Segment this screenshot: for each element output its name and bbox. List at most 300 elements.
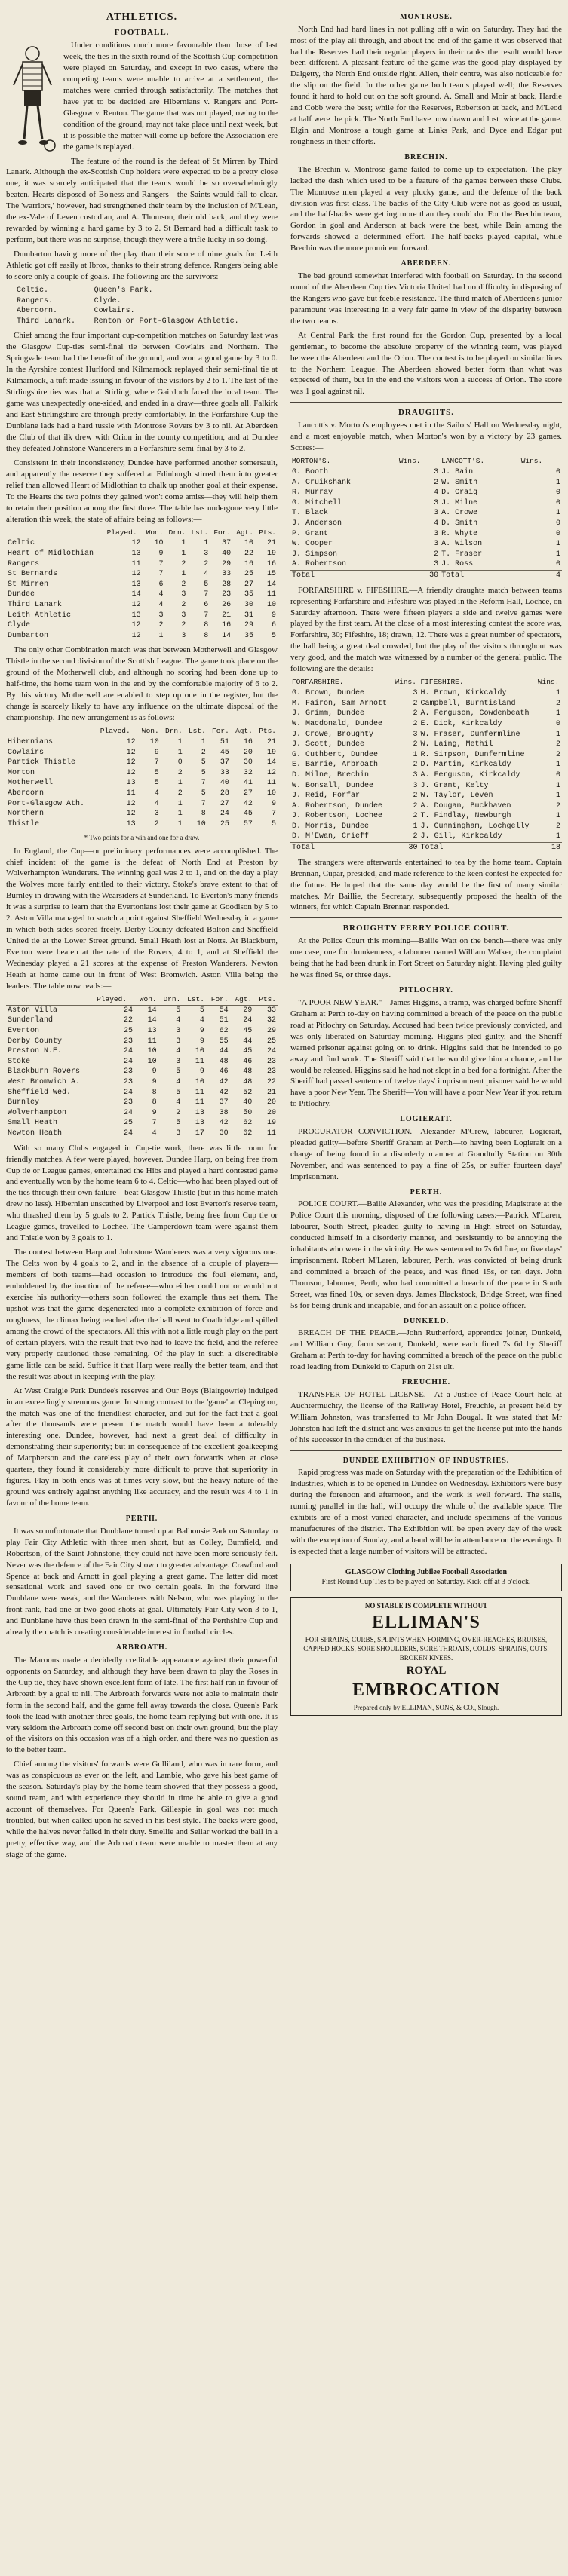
table-cell: G. Brown, Dundee [291,689,364,698]
table-cell: Total [290,571,398,581]
table-cell: 31 [244,611,254,620]
table-cell: 3 [154,810,159,819]
column-header: Played. [106,528,143,538]
table-cell: 11 [195,1057,204,1066]
table-cell: J. Grant, Kelty [420,781,489,790]
table-cell: 2 [201,748,206,757]
table-cell: 17 [195,1129,204,1138]
table-cell: Sunderland [8,1016,54,1025]
table-cell: 29 [266,1027,276,1036]
article-paragraph: PROCURATOR CONVICTION.—Alexander M'Crew, labourer, Logierait, pleaded guilty—before Sheriff Graham at Perth—to having been Logierait on a charge of being found in a disorderly manner at Grandtully Station on 30th November, and was sentenced to pay a fine of 25s, or suffer fourteen days' imprisonment. [290,1126,562,1181]
table-cell: 33 [220,768,229,777]
table-row [6,1015,278,1026]
column-header: For. [207,727,231,737]
table-cell: D. M'Ewan, Crieff [291,832,370,841]
footballer-illustration [6,41,59,155]
table-cell: 48 [243,1067,253,1077]
table-cell: T. Findlay, Newburgh [420,812,511,821]
table-cell: 3 [434,468,439,477]
table-row [6,819,278,830]
table-cell: 2 [555,699,560,708]
table-row [290,559,562,570]
table-cell: H. Brown, Kirkcaldy [420,689,507,698]
table-cell: 20 [266,1098,276,1107]
table-row [6,799,278,810]
aberdeen-heading: ABERDEEN. [401,259,452,268]
scottish-league-table [6,528,278,642]
table-cell: P. Grant [291,529,328,538]
advert-royal: ROYAL [406,1664,447,1677]
column-header: Lst. [184,727,207,737]
table-cell: 55 [219,1037,229,1046]
table-cell: 23 [123,1067,133,1077]
table-cell: 9 [152,1108,157,1117]
table-cell: 13 [131,611,141,620]
table-cell: Total [440,571,520,581]
table-row [290,781,562,792]
table-cell: 32 [243,768,253,777]
table-row [6,778,278,789]
table-cell: Small Heath [8,1119,58,1128]
table-cell: M. Fairon, Sam Arnott [291,699,388,708]
table-row [290,730,562,740]
table-cell: 2 [555,822,560,831]
table-row [6,631,278,642]
table-cell: 4 [204,570,209,579]
table-row [290,801,562,812]
table-cell: 5 [201,768,206,777]
table-cell: 0 [555,468,560,477]
table-cell: 5 [176,1006,181,1015]
table-cell: 2 [434,550,439,559]
table-cell: W. Smith [441,478,478,487]
survivors-list [15,286,278,326]
column-header: FORFARSHIRE. [290,678,393,688]
table-cell: T. Fraser [441,550,483,559]
table-cell: 13 [126,779,136,788]
table-cell: 7 [158,559,164,568]
table-row [6,559,278,570]
table-cell: 14 [131,590,141,599]
table-cell: 11 [126,789,136,798]
table-cell: 4 [176,1098,181,1107]
column-header: Wins. [393,678,419,688]
table-row [290,529,562,540]
table-cell: J. Scott, Dundee [291,740,364,749]
table-row [290,791,562,801]
table-cell: 23 [222,590,232,599]
table-cell: 21 [222,611,232,620]
table-cell: G. Booth [291,468,328,477]
table-cell: 24 [243,1016,253,1025]
table-cell: 1 [555,709,560,718]
table-cell: Aston Villa [8,1006,58,1015]
table-cell: 24 [123,1047,133,1056]
table-cell: Newton Heath [8,1129,63,1138]
table-row [6,809,278,819]
table-cell: 4 [176,1016,181,1025]
table-cell: 33 [266,1006,276,1015]
table-cell: 9 [199,1067,204,1077]
table-cell: D. Milne, Brechin [291,770,370,780]
table-cell: 30 [398,571,440,581]
column-header: Agt. [231,727,254,737]
table-cell: 13 [195,1119,204,1128]
table-row [6,789,278,799]
table-cell: 1 [181,539,186,548]
table-cell: 11 [266,779,276,788]
table-cell: 12 [126,758,136,767]
table-cell: 10 [266,789,276,798]
article-paragraph: Chief among the visitors' forwards were Gulliland, who was in rare form, and was as conspicuous as ever on the left, and Lambie, who gave his best game of the season. Saturday's play by the home team showed that they possess a good, sound team, and with experience they should in time be able to give a good account of themselves. For Queen's Park, Gillespie in goal was not much troubled, but when called upon he saved in his best style. The backs were good, while the halves never failed in their duty. Smellie and Sellar worked the ball in a pretty, effective way, and the Arbroath team were unable to master them at any stage of the game. [6,1760,278,1860]
table-cell: 29 [244,621,254,630]
table-cell: 5 [199,1006,204,1015]
table-cell: 2 [413,832,418,841]
article-paragraph: Rapid progress was made on Saturday with the preparation of the Exhibition of Industries, which is to be opened in Dundee on Wednesday. Exhibitors were busy during the forenoon and afternoon, and the work is well forward. The stalls, running parallel in the hall, will occupy the whole of the available space. The exhibits are of a most varied character, and include specimens of the various manufactures of the district. The Exhibition will be open every day of the week with the exception of Sunday, and a band will be in attendance on the evenings. It is expected that a large number of visitors will be attracted. [290,1468,562,1556]
table-cell: 19 [266,550,276,559]
table-cell: Leith Athletic [8,611,72,620]
article-paragraph: Consistent in their inconsistency, Dundee have performed another somersault, and apparently the reserve they suffered at Edinburgh stirred them into greater relief than allowed Heart of Midlothian to chalk up another goal at their expense. To the Hearts the two points they gained won't come amiss—they will help them to retain their position among the first three. The table has undergone very little alteration this week, the state of affairs being as follows:— [6,458,278,524]
advert-text: FOR SPRAINS, CURBS, SPLINTS WHEN FORMING, OVER-REACHES, BRUISES, CAPPED HOCKS, SORE SHOULDERS, SORE THROATS, COLDS, SPRAINS, CUTS, BROKEN KNEES. [303,1635,549,1662]
column-header: Drn. [161,727,184,737]
column-header: Lst. [182,995,206,1005]
table-cell: D. Martin, Kirkcaldy [420,761,511,770]
table-cell: 1 [177,799,183,808]
table-cell: T. Black [291,509,328,518]
column-header: Drn. [158,995,183,1005]
advert-brand: ELLIMAN'S [372,1613,480,1633]
table-note: * Two points for a win and one for a draw. [84,834,200,842]
table-cell: 5 [154,779,159,788]
table-cell: 4 [434,519,439,528]
table-cell: J. Simpson [291,550,337,559]
table-cell: 5 [176,1088,181,1097]
table-row [290,832,562,842]
table-cell: 24 [123,1006,133,1015]
table-cell: 25 [123,1119,133,1128]
table-cell: 0 [555,560,560,569]
table-cell: 9 [271,799,276,808]
table-cell: 48 [219,1057,229,1066]
table-row [6,590,278,600]
table-cell: 3 [434,560,439,569]
column-header [6,528,106,538]
table-cell: R. Whyte [441,529,478,538]
table-cell: 3 [176,1037,181,1046]
table-row [6,1026,278,1037]
table-cell: 1 [181,550,186,559]
table-cell: 16 [243,738,253,746]
article-paragraph: Lancott's v. Morton's employees met in the Sailors' Hall on Wednesday night, and a most enjoyable match, when Morton's won by a victory by 23 games. Scores:— [290,421,562,453]
table-cell: 40 [222,550,232,559]
table-cell: 2 [555,740,560,749]
table-row [6,620,278,631]
table-cell: 54 [219,1006,229,1015]
table-cell: Derby County [8,1037,63,1046]
table-row [290,770,562,781]
table-row [6,1005,278,1015]
table-cell: Blackburn Rovers [8,1067,81,1077]
table-cell: Abercorn [8,789,45,798]
article-paragraph: With so many Clubs engaged in Cup-tie work, there was little room for friendly matches. A few were played, however. Dundee Harp, on being free from Cup tie or League games, entertained the Hibs and played a hard contested game and eventually won by the home team 6 to 4. Celtic—who had been played out of the ties through their own failure—beat Glasgow Thistle (but in this home match drew no less). Hibernian unscathed by Liverpool and lost Everton's reserve team, who thrashed them by 5 goals to 2. Partick Thistle, being free from Cup tie or League games, travelled to Lochee. The Camperdown team were against them and Thistle won by 3 goals to 1. [6,1143,278,1243]
table-cell: 46 [243,1057,253,1066]
table-cell: Dumbarton [8,631,49,640]
table-cell: 33 [222,570,232,579]
table-row: Third Lanark. Renton or Port-Glasgow Athletic. [17,317,239,326]
table-row: Abercorn. Cowlairs. [17,307,135,316]
table-cell: 22 [266,1078,276,1087]
table-cell: 2 [413,792,418,801]
table-cell: 44 [243,1037,253,1046]
table-cell: 2 [177,789,183,798]
table-cell: St Bernards [8,570,58,579]
column-header: Pts. [254,727,278,737]
column-header: Agt. [230,995,254,1005]
table-row [6,1088,278,1098]
table-cell: 5 [176,1119,181,1128]
table-cell: Heart of Midlothian [8,550,94,559]
table-cell: D. Craig [441,489,478,498]
table-row [6,1057,278,1067]
table-cell: 42 [219,1088,229,1097]
table-row [6,1098,278,1108]
article-paragraph: The only other Combination match was that between Motherwell and Glasgow Thistle in the second division of the Scottish League. The game took place on the ground of the Motherwell club, and although no scoring had been done up to half-time, the home team won in the end by the comfortable majority of 6 to 2. By this victory Motherwell are enabled to step up one in the register, but the change is scarcely likely to have any influence on the ultimate disposal of the championship. The new arrangement is as follows:— [6,645,278,723]
table-cell: 19 [266,1119,276,1128]
arbroath-heading: ARBROATH. [115,1643,168,1652]
table-cell: Port-Glasgow Ath. [8,799,85,808]
table-cell: 2 [181,601,186,610]
column-header: LANCOTT'S. [440,457,520,467]
table-cell: 42 [219,1119,229,1128]
table-cell: Partick Thistle [8,758,76,767]
table-cell: 57 [243,819,253,829]
table-row [290,699,562,709]
table-cell: 2 [555,750,560,759]
table-cell: Total [419,843,536,853]
section-rule [290,917,562,918]
table-cell: 1 [555,781,560,790]
table-cell: 12 [131,570,141,579]
table-cell: 8 [152,1088,157,1097]
table-cell: A. Ferguson, Kirkcaldy [420,770,520,780]
table-cell: 40 [220,779,229,788]
table-cell: 25 [123,1027,133,1036]
perth-heading: PERTH. [125,1515,158,1524]
table-cell: J. Crowe, Broughty [291,730,374,739]
table-cell: 10 [149,738,159,746]
table-row [290,719,562,730]
table-cell: 11 [131,559,141,568]
table-cell: 42 [219,1078,229,1087]
table-cell: 2 [413,761,418,770]
table-cell: 4 [520,571,562,581]
article-paragraph: Dumbarton having more of the play than their score of nine goals for. Leith Athletic got off easily at Ibrox, thanks to their strong defence. Rangers being able to score only a couple of goals. The following are the survivors:— [6,250,278,282]
table-cell: 5 [271,631,276,640]
table-cell: 2 [154,819,159,829]
table-cell: 3 [434,509,439,518]
table-cell: 1 [413,750,418,759]
table-cell: 16 [244,559,254,568]
table-cell: E. Barrie, Arbroath [291,761,379,770]
article-paragraph: FORFARSHIRE v. FIFESHIRE.—A friendly draughts match between teams representing Forfarshire and Fifeshire was played in the Reform Hall, Lochee, on Saturday afternoon. There were fifteen players a side and twelve games were played by the first team. At the close of a most interesting contest the score was, Forfarshire, 30; Fifeshire, 18; drawn, 12. There was a great number of spectators, the hall being a great deal crowded, but the play of the visitors throughout was very good, and the match was witnessed by a number of the general public. The following are the details:— [290,585,562,674]
table-cell: 2 [181,559,186,568]
table-cell: D. Smith [441,519,478,528]
table-cell: 50 [243,1108,253,1117]
table-cell: Motherwell [8,779,54,788]
article-paragraph: North End had hard lines in not pulling off a win on Saturday. They had the most of the play all through, and about the end of the game it was observed that had the Reserves had their regular players in their ranks the result would have been different. A pleasant feature of the game was the good play displayed by Dalgetty, the North End outside right. Allen, their centre, was also noticeable for the slip on the field. In the other game both teams played well; the Reserves found it hard to hold out on the soft ground. A. Small and Moir at back, Hardie and Cobb were the best; while for the Reserves, Robertson at back, and M'Leod at half were the pick. The North End have now drawn and lost twice at the game. Elgin and Montrose a tough game at Links Park, and Dyce and Edgar put roughness in their efforts. [290,24,562,147]
table-cell: 12 [126,768,136,777]
table-cell: 3 [176,1057,181,1066]
table-cell: 12 [126,810,136,819]
table-cell: 21 [266,1088,276,1097]
table-cell: 4 [152,1129,157,1138]
table-cell: 10 [154,539,164,548]
table-cell: 3 [413,730,418,739]
column-header: For. [206,995,230,1005]
table-cell: 28 [220,789,229,798]
table-cell: 4 [434,489,439,498]
article-paragraph: POLICE COURT.—Bailie Alexander, who was the presiding Magistrate at the Police Court this morning, disposed of the following cases:—Patrick M'Laren, labourer, South Street, pleaded guilty to having in High Street on Saturday, conducted himself in a disorderly manner, and persistently to be annoying the inhabitants who were in the vicinity. He was sentenced to 7s 6d fine, or five days' imprisonment. Robert M'Laren, labourer, Perth, was convicted of being drunk and committed a breach of the peace, and was fined 15s, or ten days. John Thomson, labourer, Perth, who had committed a breach of the peace in South Street, was fined 10s, or seven days. James Blackstock, Bridge Street, was fined 5s for being drunk and incapable, and for an assault on a police officer. [290,1199,562,1310]
table-cell: 2 [176,1108,181,1117]
article-paragraph: At Central Park the first round for the Gordon Cup, presented by a local gentleman, to become the absolute property of the winning team, was played between the Aberdeen and the Orion. The contest is to be played on similar lines to the Northern League. The Aberdeen showed better form than what was expected of them, but in the end the visitors won a success of Orion. The score was 1 goal against nil. [290,330,562,397]
table-cell: 1 [555,832,560,841]
table-cell: 3 [181,611,186,620]
table-cell: 12 [131,621,141,630]
table-cell: 13 [147,1027,157,1036]
table-cell: J. Gill, Kirkcaldy [420,832,502,841]
table-cell: 12 [126,799,136,808]
table-row [290,478,562,489]
column-header: Won. [137,727,161,737]
table-cell: 6 [158,580,164,589]
column-header: Won. [143,528,165,538]
table-cell: 4 [176,1047,181,1056]
table-cell: A. Wilson [441,540,483,549]
table-cell: J. Ross [441,560,474,569]
column-header: Wins. [520,457,562,467]
table-cell: St Mirren [8,580,49,589]
table-row [290,822,562,832]
table-cell: 44 [219,1047,229,1056]
football-subheading: FOOTBALL. [114,28,170,38]
table-cell: 3 [413,689,418,698]
table-cell: 42 [243,799,253,808]
table-cell: 9 [271,611,276,620]
table-cell: 23 [123,1078,133,1087]
table-cell: 7 [204,590,209,599]
table-cell: 45 [243,810,253,819]
article-paragraph: At West Craigie Park Dundee's reserves and Our Boys (Blairgowrie) indulged in an exceedingly strenuous game. In strong contrast to the 'game' at Clepington, the match was one of the friendliest character, and but for the fact that a goal after the thousands were present the match would have been a tolerably interesting one. Dundee, however, had next a great deal of difficulty in demonstrating their superiority; but in consequence of the excellent goalkeeping of Macpherson and the careless play of their own forwards when at close quarters, they found it considerably more difficult to prove that superiority in figures. Play in both ends was at times very slow, but the heavy nature of the ground was entirely against anything like accuracy, and the result was 4 to 1 in favour of the home team. [6,1386,278,1509]
column-header: Pts. [253,995,278,1005]
table-row [290,550,562,560]
table-cell: 9 [199,1027,204,1036]
table-row [6,538,278,549]
table-cell: 14 [266,580,276,589]
table-cell: 24 [220,810,229,819]
table-cell: 40 [243,1098,253,1107]
table-cell: 45 [220,748,229,757]
article-paragraph: The bad ground somewhat interfered with football on Saturday. In the second round of the Aberdeen Cup ties Victoria United had no difficulty in disposing of the Rangers who gave but feeble resistance. The third match of Aberdeen's junior paramount was interesting in a very fair game in view of the disparity between the two teams. [290,271,562,326]
table-cell: 23 [123,1098,133,1107]
table-cell: W. Fraser, Dunfermline [420,730,520,739]
table-cell: 30 [243,758,253,767]
table-cell: Total [290,843,393,853]
table-cell: 11 [195,1088,204,1097]
table-cell: 28 [222,580,232,589]
advert-maker: Prepared only by ELLIMAN, SONS, & CO., Slough. [353,1703,499,1711]
table-cell: 27 [244,580,254,589]
table-cell: 2 [177,768,183,777]
table-cell: 24 [123,1108,133,1117]
table-cell: 62 [219,1027,229,1036]
table-cell: Hibernians [8,738,54,746]
table-cell: 8 [152,1098,157,1107]
table-cell: 3 [181,590,186,599]
table-cell: 9 [158,550,164,559]
article-paragraph: In England, the Cup—or preliminary performances were accomplished. The chief incident of the game is the defeat of North End at Preston by Wolverhampton Wanderers. The winning goal was 2 to 1, and on the day a play the Wolves more fairly entitled to their victory. Stoke's brave extent to that of Burnley in drawing with the Wearsiders at Sunderland. To Everton's many friends it was a surprise to learn that the Evertonians lost their game at Goodison by 5 to 2. Aston Villa managed to snatch a point against Sheffield Wednesday in a game in which both sides scored freely. Derby County defeated Bolton and Sheffield United tie at the Lower Street ground. Small Heath lost at Notts. At Blackburn, Everton were beaten at the rate of the Rovers, 4 to 1, and at Sheffield the Wednesday played a 21 scores at the expense of Preston Wanderers. Newton Heath at home came out in front of West Bromwich. Aston Villa being the leaders. The table now reads:— [6,846,278,991]
table-cell: 22 [123,1016,133,1025]
table-cell: 2 [204,559,209,568]
table-cell: 0 [555,529,560,538]
table-cell: 20 [266,1108,276,1117]
table-cell: 24 [123,1088,133,1097]
freuchie-heading: FREUCHIE. [401,1378,451,1387]
table-cell: 14 [222,631,232,640]
table-cell: 11 [195,1098,204,1107]
police-court-heading: BROUGHTY FERRY POLICE COURT. [342,924,510,933]
table-cell: J. Cunningham, Lochgelly [420,822,530,831]
column-header: MORTON'S. [290,457,398,467]
survivors-table [15,286,278,326]
table-cell: Burnley [8,1098,40,1107]
table-cell: 10 [266,601,276,610]
table-cell: 2 [181,580,186,589]
table-cell: A. Robertson [291,560,346,569]
table-cell: 25 [220,819,229,829]
table-cell: 1 [177,819,183,829]
article-paragraph: The contest between Harp and Johnstone Wanderers was a very vigorous one. The Celts won by 4 goals to 2, and in the absence of a couple of players—members of both teams—had occasion to introduce the foul element, and, emboldened by the inaction of the referee—who either could not or would not exercise his authority—others soon followed the example thus set them. The upshot was that the game degenerated into a complete exhibition of force and roughness, the climax being reached after the ball went to Coatbridge and spilled among the crowd of the spectators. All this with not a little rough play on the part of certain players, with the result that two had to leave the field, and the referee very properly cautioned those remaining. Of the play in such a discreditable game little can be said. Suffice it that Harp were really the better team, and that the result was about in keeping with the play. [6,1248,278,1381]
table-cell: 18 [536,843,562,853]
table-cell: 30 [244,601,254,610]
table-row [6,737,278,748]
table-total-row [290,571,562,581]
article-paragraph: BREACH OF THE PEACE.—John Rutherford, apprentice joiner, Dunkeld, and William Guy, farm servant, Dunkeld, were each fined 7s 6d by Sheriff Graham at Perth to-day for having committed a breach of the peace on the public road leading from Dunkeld to Caputh on 21st ult. [290,1328,562,1372]
table-cell: 1 [413,822,418,831]
table-cell: 41 [243,779,253,788]
table-cell: J. Robertson, Lochee [291,812,383,821]
table-row [6,611,278,621]
article-paragraph: It was so unfortunate that Dunblane turned up at Balhousie Park on Saturday to play Fair City Athletic with three men short, but as Colley, Burnfield, and Robertson, of the Saint Johnstone, they could not have been more seriously felt. Never was the defence of the Fair City shown to greater advantage. Crawford and Spence at back and Arnott in goal playing a great game. The latter did most sensational work and saved one or two certain goals. In the forward line Dunblane were weak, and the Wanderers with Nelson, who was playing in the front rank, had one or two good shots at goal. Ultimately Fair City won 3 to 1, and Dunblane have thus been drawn in the semi-final of the Perthshire Cup and already the match is creating considerable interest in football circles. [6,1526,278,1637]
table-row [290,760,562,770]
table-cell: 51 [220,738,229,746]
table-cell: 0 [555,719,560,728]
table-cell: 19 [266,748,276,757]
column-header: Wins. [536,678,562,688]
column-header: For. [210,528,232,538]
table-cell: 12 [126,738,136,746]
table-cell: 12 [266,768,276,777]
table-cell: Morton [8,768,35,777]
table-cell: 9 [199,1037,204,1046]
table-cell: 37 [222,539,232,548]
table-cell: J. Anderson [291,519,342,528]
table-cell: 9 [152,1067,157,1077]
table-cell: 9 [152,1078,157,1087]
table-cell: 62 [243,1119,253,1128]
advert-body: First Round Cup Ties to be played on Saturday. Kick-off at 3 o'clock. [321,1578,531,1587]
table-cell: W. Taylor, Leven [420,792,493,801]
table-cell: 2 [181,621,186,630]
